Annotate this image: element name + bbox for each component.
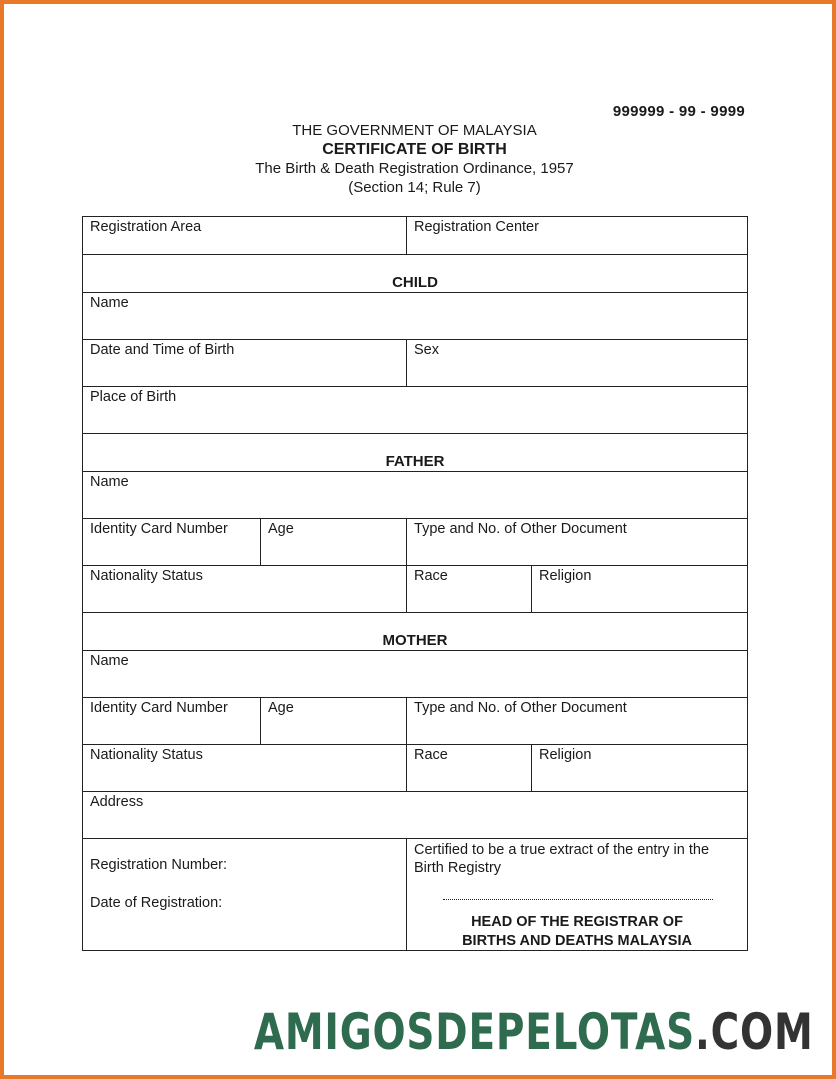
father-section-heading: FATHER xyxy=(83,434,748,472)
signature-line[interactable] xyxy=(443,899,713,900)
registrar-title-line1: HEAD OF THE REGISTRAR OF xyxy=(471,914,683,930)
mother-identity-card-field[interactable]: Identity Card Number xyxy=(83,698,261,745)
government-name: THE GOVERNMENT OF MALAYSIA xyxy=(292,122,537,139)
registrar-title xyxy=(407,913,747,951)
mother-nationality-field[interactable]: Nationality Status xyxy=(83,745,407,792)
mother-name-field[interactable]: Name xyxy=(83,651,748,698)
father-age-field[interactable]: Age xyxy=(261,519,407,566)
mother-religion-field[interactable]: Religion xyxy=(532,745,748,792)
mother-section-heading: MOTHER xyxy=(83,613,748,651)
father-identity-card-field[interactable]: Identity Card Number xyxy=(83,519,261,566)
child-date-time-birth-field[interactable]: Date and Time of Birth xyxy=(83,340,407,387)
mother-race-field[interactable]: Race xyxy=(407,745,532,792)
certification-cell xyxy=(407,839,748,951)
registration-center-field[interactable]: Registration Center xyxy=(407,217,748,255)
father-other-document-field[interactable]: Type and No. of Other Document xyxy=(407,519,748,566)
father-race-field[interactable]: Race xyxy=(407,566,532,613)
child-name-field[interactable]: Name xyxy=(83,293,748,340)
registrar-title-line2: BIRTHS AND DEATHS MALAYSIA xyxy=(462,933,692,949)
mother-age-field[interactable]: Age xyxy=(261,698,407,745)
child-section-heading: CHILD xyxy=(83,255,748,293)
registration-info-cell xyxy=(83,839,407,951)
ordinance-line: The Birth & Death Registration Ordinance, 1957 xyxy=(255,160,574,177)
birth-certificate-form xyxy=(82,216,748,951)
date-of-registration-label[interactable]: Date of Registration: xyxy=(90,895,223,911)
certificate-title: CERTIFICATE OF BIRTH xyxy=(322,141,507,158)
section-line: (Section 14; Rule 7) xyxy=(348,179,481,196)
watermark xyxy=(254,1003,814,1061)
address-field[interactable]: Address xyxy=(83,792,748,839)
registration-area-field[interactable]: Registration Area xyxy=(83,217,407,255)
certified-text: Certified to be a true extract of the entry in the Birth Registry xyxy=(414,842,710,876)
mother-other-document-field[interactable]: Type and No. of Other Document xyxy=(407,698,748,745)
child-sex-field[interactable]: Sex xyxy=(407,340,748,387)
serial-number: 999999 - 99 - 9999 xyxy=(612,103,745,120)
child-place-of-birth-field[interactable]: Place of Birth xyxy=(83,387,748,434)
watermark-main: AMIGOSDEPELOTAS xyxy=(254,1003,696,1061)
watermark-suffix: .COM xyxy=(695,1003,814,1061)
registration-number-label[interactable]: Registration Number: xyxy=(90,857,227,873)
father-religion-field[interactable]: Religion xyxy=(532,566,748,613)
father-name-field[interactable]: Name xyxy=(83,472,748,519)
father-nationality-field[interactable]: Nationality Status xyxy=(83,566,407,613)
document-header xyxy=(82,121,747,197)
